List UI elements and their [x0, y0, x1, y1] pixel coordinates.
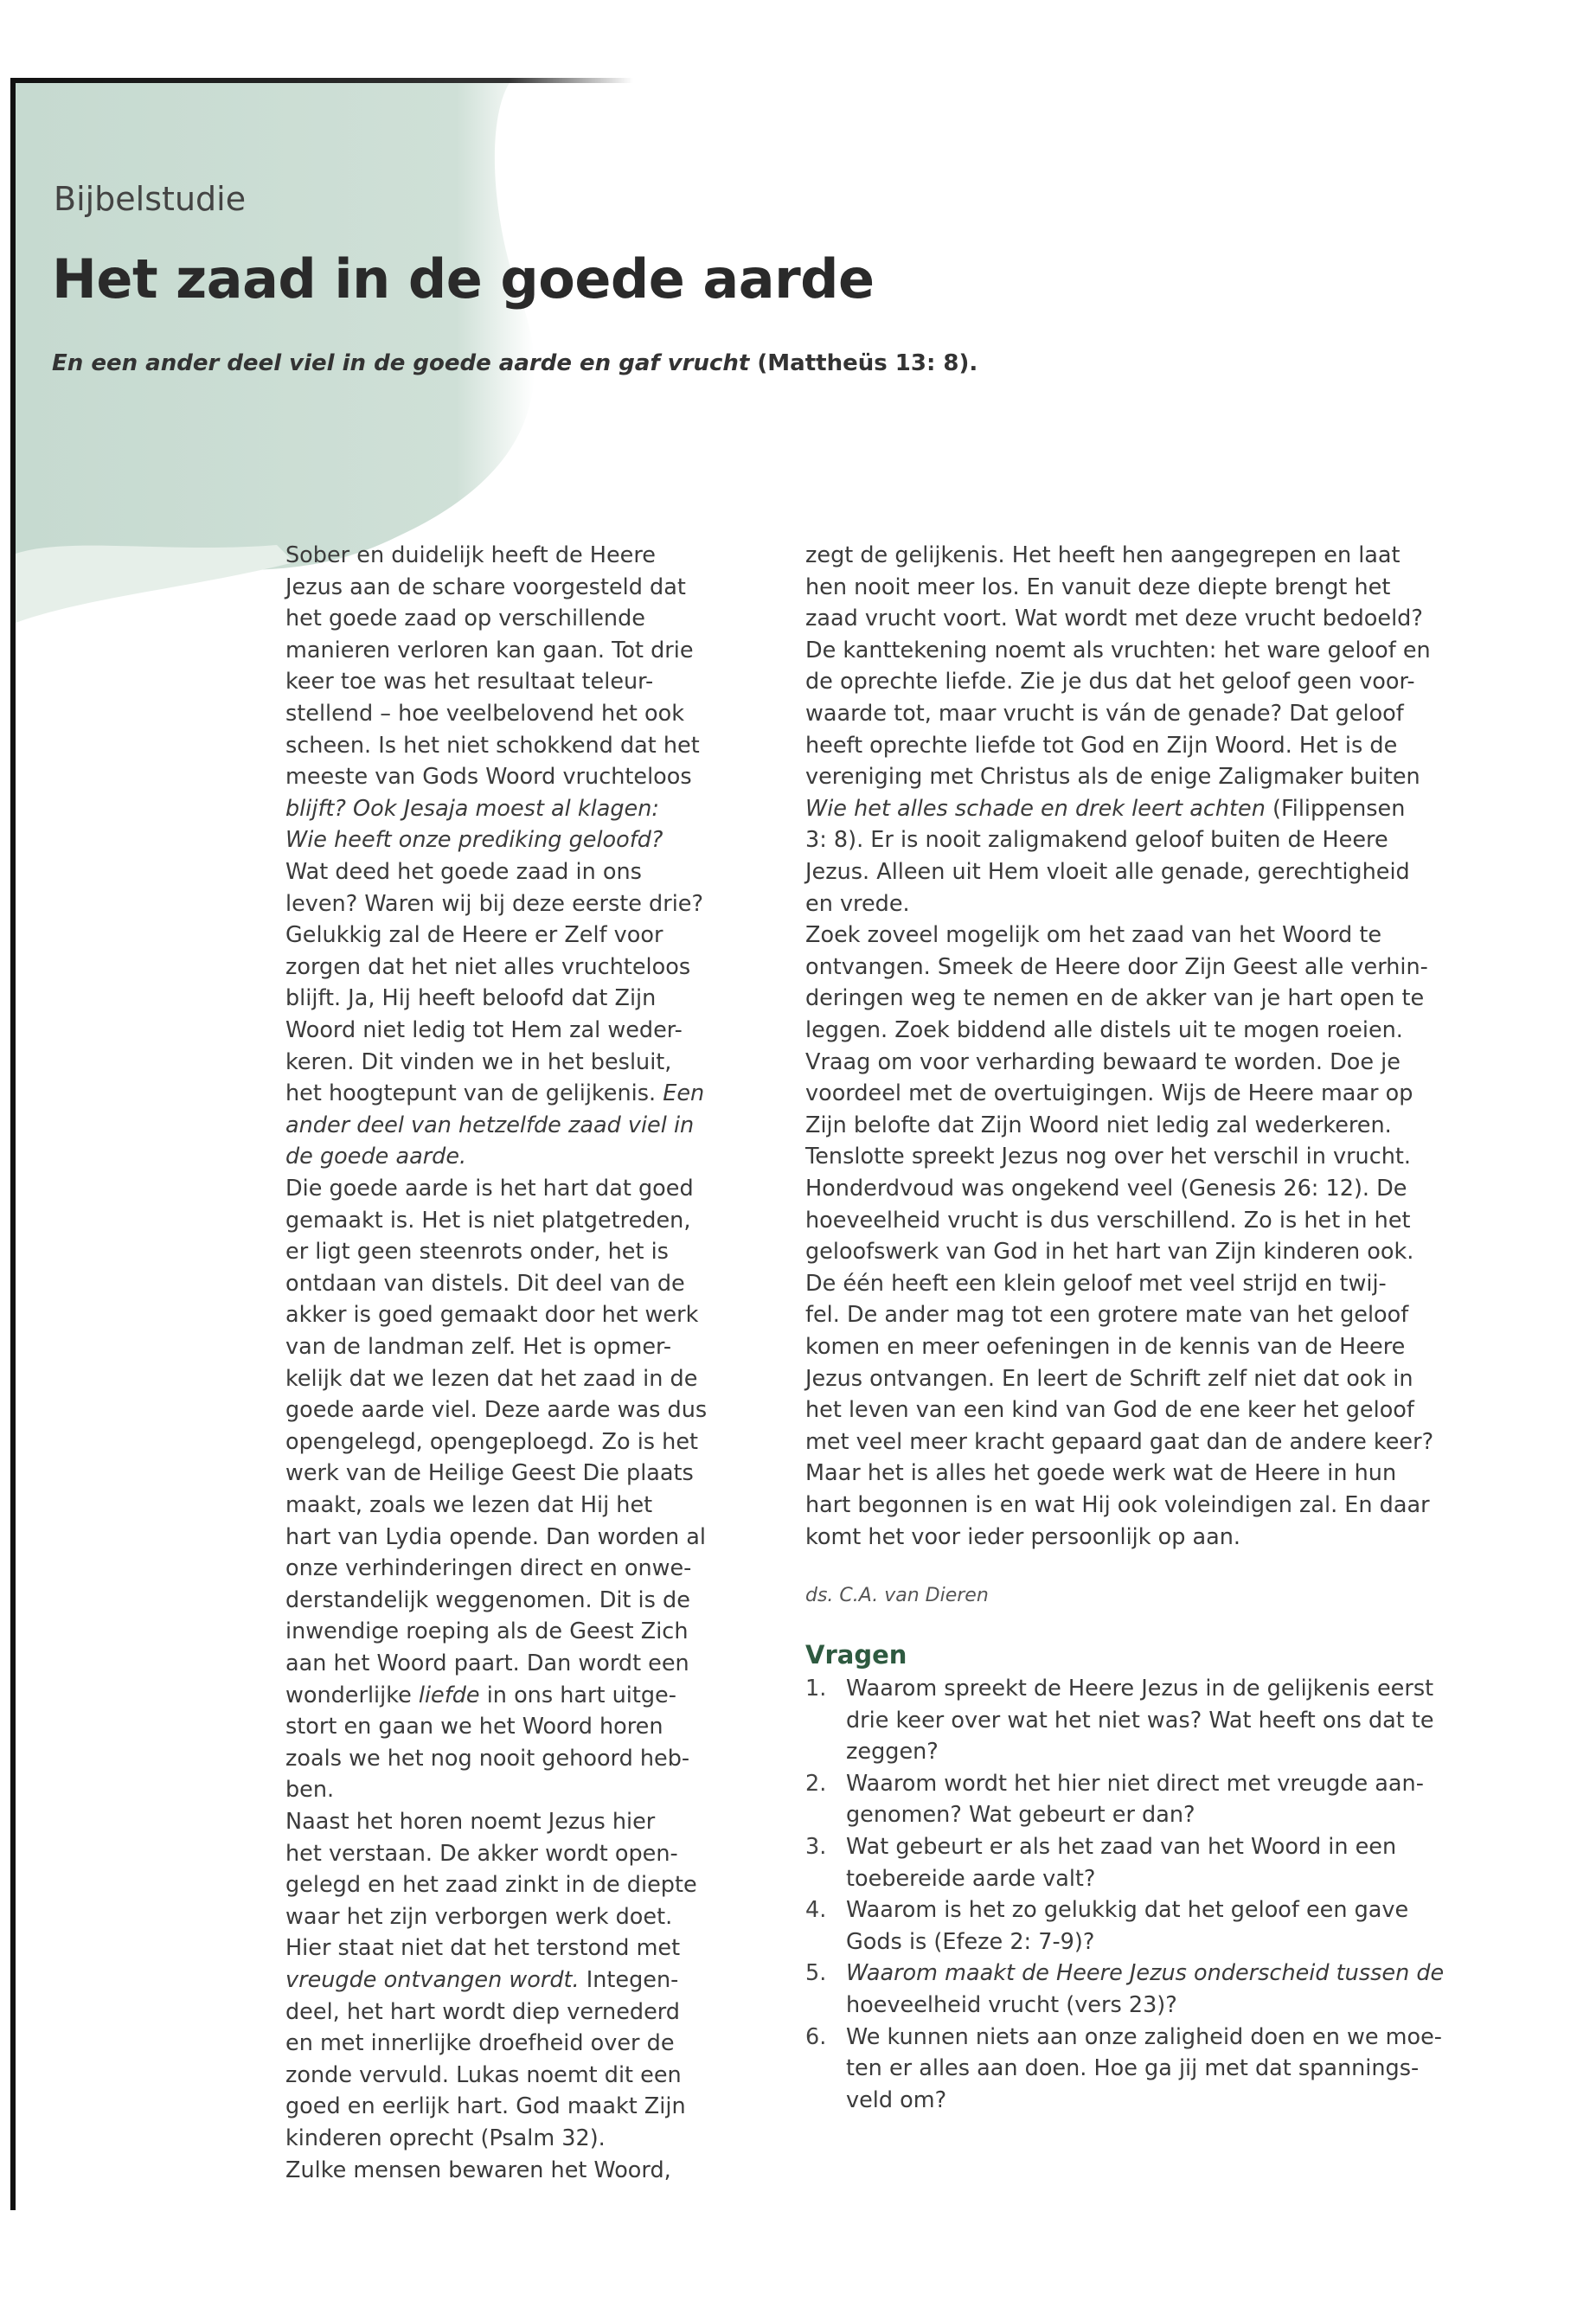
text: gelegd en het zaad zinkt in de diepte	[285, 1872, 697, 1899]
text-line	[285, 2155, 671, 2186]
text: Wat gebeurt er als het zaad van het Woord in een	[846, 1834, 1397, 1860]
text-line	[285, 1553, 691, 1584]
subtitle-reference: (Mattheüs 13: 8).	[757, 350, 978, 376]
question-number: 4.	[805, 1897, 827, 1924]
text: geloofswerk van God in het hart van Zijn kinderen ook.	[805, 1239, 1414, 1266]
question-text-line	[846, 1705, 1434, 1736]
text: keren. Dit vinden we in het besluit,	[285, 1048, 672, 1075]
question-number: 6.	[805, 2023, 827, 2050]
question-text-line	[846, 1768, 1424, 1799]
text: maakt, zoals we lezen dat Hij het	[285, 1492, 653, 1518]
text: veld om?	[846, 2086, 947, 2113]
text: hen nooit meer los. En vanuit deze diepte brengt het	[805, 574, 1391, 600]
text-line	[285, 666, 653, 697]
text-line	[285, 856, 642, 888]
author-signature: ds. C.A. van Dieren	[805, 1585, 989, 1606]
text-line	[285, 540, 656, 571]
text-line	[805, 1331, 1405, 1362]
questions-heading: Vragen	[805, 1640, 907, 1670]
question-text-line	[846, 1990, 1177, 2021]
text-line	[285, 1426, 698, 1458]
text: Zijn belofte dat Zijn Woord niet ledig zal wederkeren.	[805, 1112, 1392, 1138]
text: Honderdvoud was ongekend veel (Genesis 26: 12). De	[805, 1176, 1407, 1202]
italic-text: Waarom maakt de Heere Jezus onderscheid tussen de	[846, 1960, 1445, 1987]
text-line	[285, 1838, 678, 1869]
text: ontvangen. Smeek de Heere door Zijn Geest alle verhin-	[805, 953, 1428, 980]
text-line	[285, 1173, 694, 1204]
question-text-line	[846, 1863, 1095, 1894]
text-line	[285, 1774, 334, 1805]
text-line	[285, 1015, 683, 1046]
italic-text: ander deel van hetzelfde zaad viel in	[285, 1112, 695, 1138]
text-line	[285, 2028, 675, 2059]
text: zegt de gelijkenis. Het heeft hen aangegrepen en laat	[805, 542, 1401, 568]
text: er ligt geen steenrots onder, het is	[285, 1239, 669, 1266]
text: We kunnen niets aan onze zaligheid doen en we moe-	[846, 2023, 1442, 2050]
text: scheen. Is het niet schokkend dat het	[285, 732, 700, 759]
text-line	[285, 730, 700, 761]
text-line	[285, 1394, 707, 1426]
text-line	[285, 952, 690, 983]
text-line	[805, 888, 910, 920]
text: leven? Waren wij bij deze eerste drie?	[285, 890, 704, 917]
text-line	[805, 856, 1410, 888]
italic-text: Wie heeft onze prediking geloofd?	[285, 827, 663, 854]
text: Wat deed het goede zaad in ons	[285, 859, 642, 885]
text: stellend – hoe veelbelovend het ook	[285, 701, 684, 727]
text-line	[805, 1110, 1392, 1141]
text: deel, het hart wordt diep vernederd	[285, 1998, 680, 2025]
text: zoals we het nog nooit gehoord heb-	[285, 1745, 690, 1772]
subtitle	[52, 350, 977, 376]
text-line	[805, 1141, 1411, 1172]
text: Vraag om voor verharding bewaard te worden. Doe je	[805, 1048, 1401, 1075]
text: kinderen oprecht (Psalm 32).	[285, 2125, 606, 2151]
text-line	[805, 952, 1428, 983]
text: werk van de Heilige Geest Die plaats	[285, 1460, 694, 1487]
text-line	[285, 1205, 690, 1236]
text: Woord niet ledig tot Hem zal weder-	[285, 1017, 683, 1043]
question-text-line	[846, 1831, 1396, 1862]
text-line	[805, 1236, 1413, 1267]
text-line	[805, 824, 1388, 856]
italic-text: vreugde ontvangen wordt.	[285, 1967, 580, 1993]
question-text-line	[846, 1926, 1094, 1958]
text-line	[285, 1458, 694, 1489]
question-number: 1.	[805, 1676, 827, 1702]
text: ontdaan van distels. Dit deel van de	[285, 1270, 685, 1297]
text-line	[285, 1585, 690, 1616]
question-text-line	[846, 2053, 1419, 2084]
text-line	[285, 1522, 706, 1553]
text: voordeel met de overtuigingen. Wijs de Heere maar op	[805, 1080, 1413, 1107]
text: wonderlijke	[285, 1682, 419, 1708]
text-line	[805, 761, 1420, 792]
text: Zoek zoveel mogelijk om het zaad van het Woord te	[805, 922, 1382, 949]
question-number: 5.	[805, 1960, 827, 1987]
question-number: 2.	[805, 1770, 827, 1797]
text: blijft. Ja, Hij heeft beloofd dat Zijn	[285, 985, 657, 1012]
page-title: Het zaad in de goede aarde	[52, 247, 875, 311]
italic-text: Een	[663, 1080, 705, 1107]
text-line	[285, 2123, 606, 2154]
text: Jezus aan de schare voorgesteld dat	[285, 574, 686, 600]
text-line	[805, 793, 1405, 824]
text: de oprechte liefde. Zie je dus dat het geloof geen voor-	[805, 669, 1415, 695]
text: toebereide aarde valt?	[846, 1865, 1096, 1892]
text: komt het voor ieder persoonlijk op aan.	[805, 1523, 1241, 1550]
text-line	[285, 1869, 697, 1900]
text: vereniging met Christus als de enige Zaligmaker buiten	[805, 764, 1420, 791]
top-rule	[10, 78, 633, 83]
text: goed en eerlijk hart. God maakt Zijn	[285, 2093, 686, 2120]
text: Gelukkig zal de Heere er Zelf voor	[285, 922, 663, 949]
text: Waarom is het zo gelukkig dat het geloof een gave	[846, 1897, 1409, 1924]
subtitle-quote: En een ander deel viel in de goede aarde en gaf vrucht	[52, 350, 750, 376]
text-line	[805, 1426, 1433, 1458]
text-line	[285, 888, 703, 920]
text-line	[805, 1299, 1408, 1330]
question-text-line	[846, 1894, 1408, 1926]
text: ben.	[285, 1777, 335, 1804]
text: Gods is (Efeze 2: 7-9)?	[846, 1928, 1095, 1955]
italic-text: blijft? Ook Jesaja moest al klagen:	[285, 795, 659, 822]
text: het leven van een kind van God de ene keer het geloof	[805, 1397, 1414, 1424]
text-line	[285, 1965, 678, 1996]
question-text-line	[846, 1799, 1195, 1830]
text: leggen. Zoek biddend alle distels uit te mogen roeien.	[805, 1017, 1403, 1043]
text-line	[805, 1078, 1413, 1109]
text: zonde vervuld. Lukas noemt dit een	[285, 2061, 682, 2088]
text: onze verhinderingen direct en onwe-	[285, 1555, 692, 1582]
text: Naast het horen noemt Jezus hier	[285, 1809, 656, 1835]
text-line	[285, 1110, 694, 1141]
text-line	[285, 1616, 689, 1647]
text-line	[805, 1458, 1396, 1489]
section-kicker: Bijbelstudie	[54, 180, 247, 218]
question-text-line	[846, 2085, 946, 2116]
text-line	[285, 635, 694, 666]
text-line	[285, 1901, 672, 1932]
text: ten er alles aan doen. Hoe ga jij met dat spannings-	[846, 2055, 1420, 2082]
question-text-line	[846, 1958, 1444, 1989]
text: stort en gaan we het Woord horen	[285, 1714, 663, 1740]
text: Hier staat niet dat het terstond met	[285, 1935, 681, 1962]
text-line	[805, 1047, 1401, 1078]
text-line	[285, 1299, 698, 1330]
text-line	[285, 1047, 671, 1078]
mint-panel-tail	[16, 545, 294, 623]
text: Tenslotte spreekt Jezus nog over het verschil in vrucht.	[805, 1144, 1412, 1170]
text: hoeveelheid vrucht is dus verschillend. Zo is het in het	[805, 1207, 1411, 1234]
text: Die goede aarde is het hart dat goed	[285, 1176, 694, 1202]
text-line	[285, 1141, 466, 1172]
text: en vrede.	[805, 890, 910, 917]
text: Integen-	[579, 1967, 679, 1993]
text: fel. De ander mag tot een grotere mate van het geloof	[805, 1302, 1409, 1329]
text-line	[285, 2060, 682, 2091]
text: (Filippensen	[1265, 795, 1406, 822]
text-line	[285, 1331, 671, 1362]
text-line	[285, 920, 663, 951]
mint-panel	[16, 81, 535, 580]
text-line	[805, 698, 1404, 729]
text: heeft oprechte liefde tot God en Zijn Woord. Het is de	[805, 732, 1398, 759]
italic-text: de goede aarde.	[285, 1144, 467, 1170]
text-line	[285, 983, 656, 1014]
text-line	[805, 666, 1415, 697]
text-line	[285, 793, 659, 824]
text: waar het zijn verborgen werk doet.	[285, 1903, 673, 1930]
text: Waarom wordt het hier niet direct met vreugde aan-	[846, 1770, 1424, 1797]
text: De één heeft een klein geloof met veel strijd en twij-	[805, 1270, 1387, 1297]
text-line	[805, 540, 1401, 571]
text: deringen weg te nemen en de akker van je hart open te	[805, 985, 1425, 1012]
text: drie keer over wat het niet was? Wat heeft ons dat te	[846, 1707, 1434, 1734]
text-line	[805, 1205, 1411, 1236]
text: Maar het is alles het goede werk wat de Heere in hun	[805, 1460, 1397, 1487]
text-line	[805, 983, 1424, 1014]
text: De kanttekening noemt als vruchten: het ware geloof en	[805, 637, 1431, 663]
text: Jezus ontvangen. En leert de Schrift zelf niet dat ook in	[805, 1365, 1413, 1392]
text: met veel meer kracht gepaard gaat dan de andere keer?	[805, 1428, 1434, 1455]
question-text-line	[846, 1673, 1433, 1704]
question-number: 3.	[805, 1834, 827, 1860]
text: inwendige roeping als de Geest Zich	[285, 1618, 689, 1645]
text: hoeveelheid vrucht (vers 23)?	[846, 1992, 1177, 2018]
text-line	[805, 1490, 1430, 1521]
text-line	[285, 698, 684, 729]
text-line	[805, 1268, 1387, 1299]
text: aan het Woord paart. Dan wordt een	[285, 1650, 689, 1676]
text: Zulke mensen bewaren het Woord,	[285, 2157, 671, 2183]
text: hart van Lydia opende. Dan worden al	[285, 1523, 706, 1550]
text-line	[285, 1236, 669, 1267]
text-line	[805, 572, 1390, 603]
text-line	[805, 603, 1423, 634]
text: zaad vrucht voort. Wat wordt met deze vrucht bedoeld?	[805, 606, 1423, 632]
text: in ons hart uitge-	[479, 1682, 676, 1708]
text: en met innerlijke droefheid over de	[285, 2030, 675, 2057]
text: meeste van Gods Woord vruchteloos	[285, 764, 692, 791]
text: van de landman zelf. Het is opmer-	[285, 1334, 672, 1360]
italic-text: Wie het alles schade en drek leert achten	[805, 795, 1266, 822]
text-line	[285, 1806, 655, 1837]
text: gemaakt is. Het is niet platgetreden,	[285, 1207, 691, 1234]
text-line	[805, 635, 1431, 666]
text-line	[285, 2091, 686, 2122]
text: akker is goed gemaakt door het werk	[285, 1302, 699, 1329]
text: het verstaan. De akker wordt open-	[285, 1840, 678, 1867]
text: het goede zaad op verschillende	[285, 606, 645, 632]
text: hart begonnen is en wat Hij ook voleindigen zal. En daar	[805, 1492, 1430, 1518]
text: Sober en duidelijk heeft de Heere	[285, 542, 656, 568]
text-line	[285, 1363, 697, 1394]
text: genomen? Wat gebeurt er dan?	[846, 1802, 1195, 1829]
text-line	[285, 603, 645, 634]
text: derstandelijk weggenomen. Dit is de	[285, 1586, 690, 1613]
text: Jezus. Alleen uit Hem vloeit alle genade, gerechtigheid	[805, 859, 1410, 885]
left-rule	[10, 78, 16, 2210]
question-text-line	[846, 1736, 939, 1767]
text: zeggen?	[846, 1739, 939, 1766]
text-line	[285, 1078, 704, 1109]
text-line	[805, 1522, 1240, 1553]
text-line	[805, 730, 1397, 761]
text-line	[285, 1932, 680, 1964]
text-line	[285, 1268, 685, 1299]
text: manieren verloren kan gaan. Tot drie	[285, 637, 694, 663]
text: komen en meer oefeningen in de kennis van de Heere	[805, 1334, 1406, 1360]
text-line	[805, 920, 1381, 951]
question-text-line	[846, 2022, 1442, 2053]
text: goede aarde viel. Deze aarde was dus	[285, 1397, 708, 1424]
text-line	[285, 1490, 652, 1521]
text: 3: 8). Er is nooit zaligmakend geloof buiten de Heere	[805, 827, 1388, 854]
text-line	[285, 1680, 676, 1711]
text-line	[285, 824, 663, 856]
text: keer toe was het resultaat teleur-	[285, 669, 654, 695]
text-line	[285, 1743, 689, 1774]
text: het hoogtepunt van de gelijkenis.	[285, 1080, 663, 1107]
text-line	[805, 1015, 1403, 1046]
text: Waarom spreekt de Heere Jezus in de gelijkenis eerst	[846, 1676, 1434, 1702]
text-line	[805, 1173, 1407, 1204]
text-line	[805, 1363, 1413, 1394]
text-line	[285, 1711, 663, 1742]
text: opengelegd, opengeploegd. Zo is het	[285, 1428, 699, 1455]
text-line	[285, 572, 686, 603]
text: waarde tot, maar vrucht is ván de genade? Dat geloof	[805, 701, 1404, 727]
text-line	[285, 1997, 680, 2028]
text-line	[285, 761, 692, 792]
text: zorgen dat het niet alles vruchteloos	[285, 953, 691, 980]
italic-text: liefde	[418, 1682, 480, 1708]
text: kelijk dat we lezen dat het zaad in de	[285, 1365, 698, 1392]
text-line	[805, 1394, 1414, 1426]
text-line	[285, 1648, 689, 1679]
